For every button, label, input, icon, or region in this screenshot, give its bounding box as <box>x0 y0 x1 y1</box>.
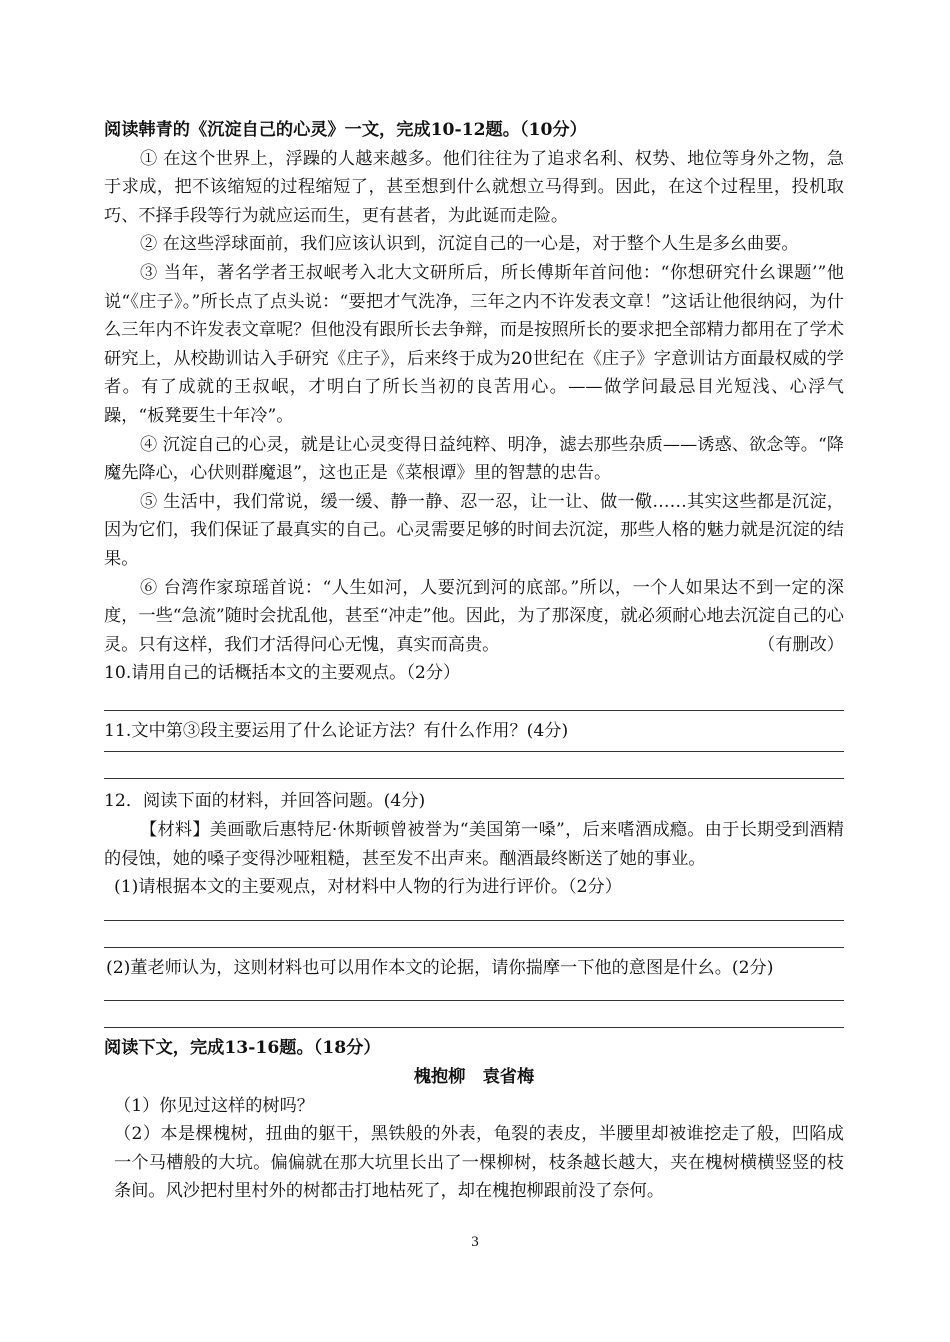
question-11: 11.文中第③段主要运用了什么论证方法？有什么作用？(4分) <box>104 720 569 741</box>
question-12-1: (1)请根据本文的主要观点，对材料中人物的行为进行评价。（2分） <box>114 877 622 898</box>
page-number: 3 <box>471 1234 479 1250</box>
material-text: 【材料】美画歌后惠特尼·休斯顿曾被誉为“美国第一嗓”，后来嗜酒成瘾。由于长期受到酒精的侵蚀，她的嗓子变得沙哑粗糙，甚至发不出声来。酗酒最终断送了她的事业。 <box>104 820 844 869</box>
paragraph-6 <box>104 574 844 660</box>
article-paragraph-1: （1）你见过这样的树吗？ <box>114 1095 314 1116</box>
article-title: 槐抱柳 袁省梅 <box>413 1067 535 1088</box>
paragraph-3: ③ 当年，著名学者王叔岷考入北大文研所后，所长傅斯年首问他：“你想研究什幺课题’”他说“《庄子》。”所长点了点头说：“要把才气洗净，三年之内不许发表文章！”这话让他很纳闷，为什么三年内不许发表文章呢？但他没有跟所长去争辩，而是按照所长的要求把全部精力都用在了学术研究上，从校勘训诂入手研究《庄子》，后来终于成为20世纪在《庄子》字意训诂方面最权威的学者。有了成就的王叔岷，才明白了所长当初的良苦用心。——做学问最忌目光短浅、心浮气躁，“板凳要生十年冷”。 <box>104 262 844 426</box>
paragraph-1: ① 在这个世界上，浮躁的人越来越多。他们往往为了追求名利、权势、地位等身外之物，急于求成，把不该缩短的过程缩短了，甚至想到什么就想立马得到。因此，在这个过程里，投机取巧、不择手段等行为就应运而生，更有甚者，为此诞而走险。 <box>104 148 844 226</box>
section1-heading: 阅读韩青的《沉淀自己的心灵》一文，完成10-12题。（10分） <box>104 120 587 140</box>
paragraph-6-text: ⑥ 台湾作家琼瑶首说：“人生如河，人要沉到河的底部。”所以，一个人如果达不到一定的深度，一些“急流”随时会扰乱他，甚至“冲走”他。因此，为了那深度，就必须耐心地去沉淀自己的心灵。只有这样，我们才活得问心无愧，真实而高贵。 <box>104 577 844 655</box>
paragraph-5: ⑤ 生活中，我们常说，缓一缓、静一静、忍一忍，让一让、做一儆……其实这些都是沉淀，因为它们，我们保证了最真实的自己。心灵需要足够的时间去沉淀，那些人格的魅力就是沉淀的结果。 <box>104 491 844 569</box>
paragraph-2: ② 在这些浮球面前，我们应该认识到，沉淀自己的一心是，对于整个人生是多幺曲要。 <box>140 234 799 255</box>
article-paragraph-2: （2）本是棵槐树，扭曲的躯干，黑铁般的外表，龟裂的表皮，半腰里却被谁挖走了般，凹陷成一个马槽般的大坑。偏偏就在那大坑里长出了一棵柳树，枝条越长越大，夹在槐树横横竖竖的枝条间。风沙把村里村外的树都击打地枯死了，却在槐抱柳跟前没了奈何。 <box>114 1124 844 1202</box>
question-12-2: (2)董老师认为，这则材料也可以用作本文的论据，请你揣摩一下他的意图是什幺。(2分) <box>106 957 774 978</box>
question-10: 10.请用自己的话概括本文的主要观点。（2分） <box>104 663 461 684</box>
edit-note: （有删改） <box>758 634 844 655</box>
section2-heading: 阅读下文，完成13-16题。（18分） <box>104 1038 381 1059</box>
paragraph-4: ④ 沉淀自己的心灵，就是让心灵变得日益纯粹、明净，滤去那些杂质——诱惑、欲念等。“降魔先降心，心伏则群魔退”，这也正是《菜根谭》里的智慧的忠告。 <box>104 434 844 484</box>
document-page <box>104 116 844 1206</box>
question-12: 12．阅读下面的材料，并回答问题。(4分) <box>104 791 426 812</box>
